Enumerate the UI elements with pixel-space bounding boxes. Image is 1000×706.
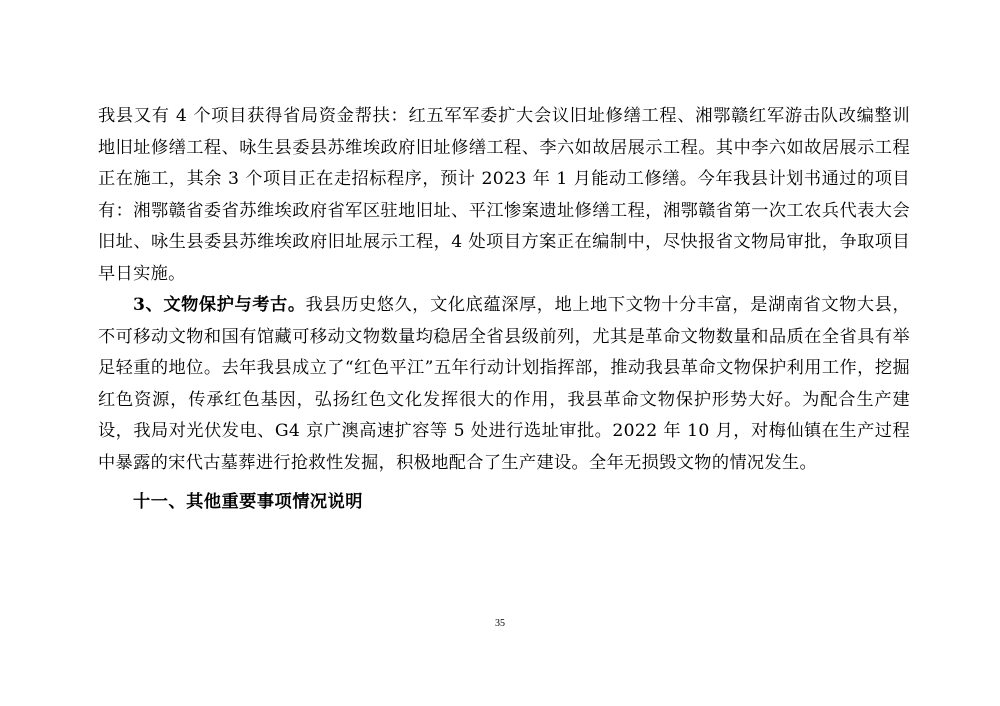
- document-body: [98, 101, 910, 519]
- paragraph-body-text: 我县历史悠久，文化底蕴深厚，地上地下文物十分丰富，是湖南省文物大县，不可移动文物和国有馆藏可移动文物数量均稳居全省县级前列，尤其是革命文物数量和品质在全省具有举足轻重的地位。去年我县成立了“红色平江”五年行动计划指挥部，推动我县革命文物保护利用工作，挖掘红色资源，传承红色基因，弘扬红色文化发挥很大的作用，我县革命文物保护形势大好。为配合生产建设，我局对光伏发电、G4 京广澳高速扩容等 5 处进行选址审批。2022 年 10 月，对梅仙镇在生产过程中暴露的宋代古墓葬进行抢救性发掘，积极地配合了生产建设。全年无损毁文物的情况发生。: [98, 295, 910, 473]
- paragraph-project-funding: 我县又有 4 个项目获得省局资金帮扶：红五军军委扩大会议旧址修缮工程、湘鄂赣红军游击队改编整训地旧址修缮工程、咏生县委县苏维埃政府旧址修缮工程、李六如故居展示工程。其中李六如故居展示工程正在施工，其余 3 个项目正在走招标程序，预计 2023 年 1 月能动工修缮。今年我县计划书通过的项目有：湘鄂赣省委省苏维埃政府省军区驻地旧址、平江惨案遗址修缮工程，湘鄂赣省第一次工农兵代表大会旧址、咏生县委县苏维埃政府旧址展示工程，4 处项目方案正在编制中，尽快报省文物局审批，争取项目早日实施。: [98, 106, 910, 284]
- paragraph-cultural-relics-protection: [98, 290, 910, 479]
- paragraph-lead-heading: 3、文物保护与考古。: [133, 295, 306, 315]
- section-heading: 十一、其他重要事项情况说明: [133, 492, 363, 512]
- page-number: 35: [495, 618, 505, 629]
